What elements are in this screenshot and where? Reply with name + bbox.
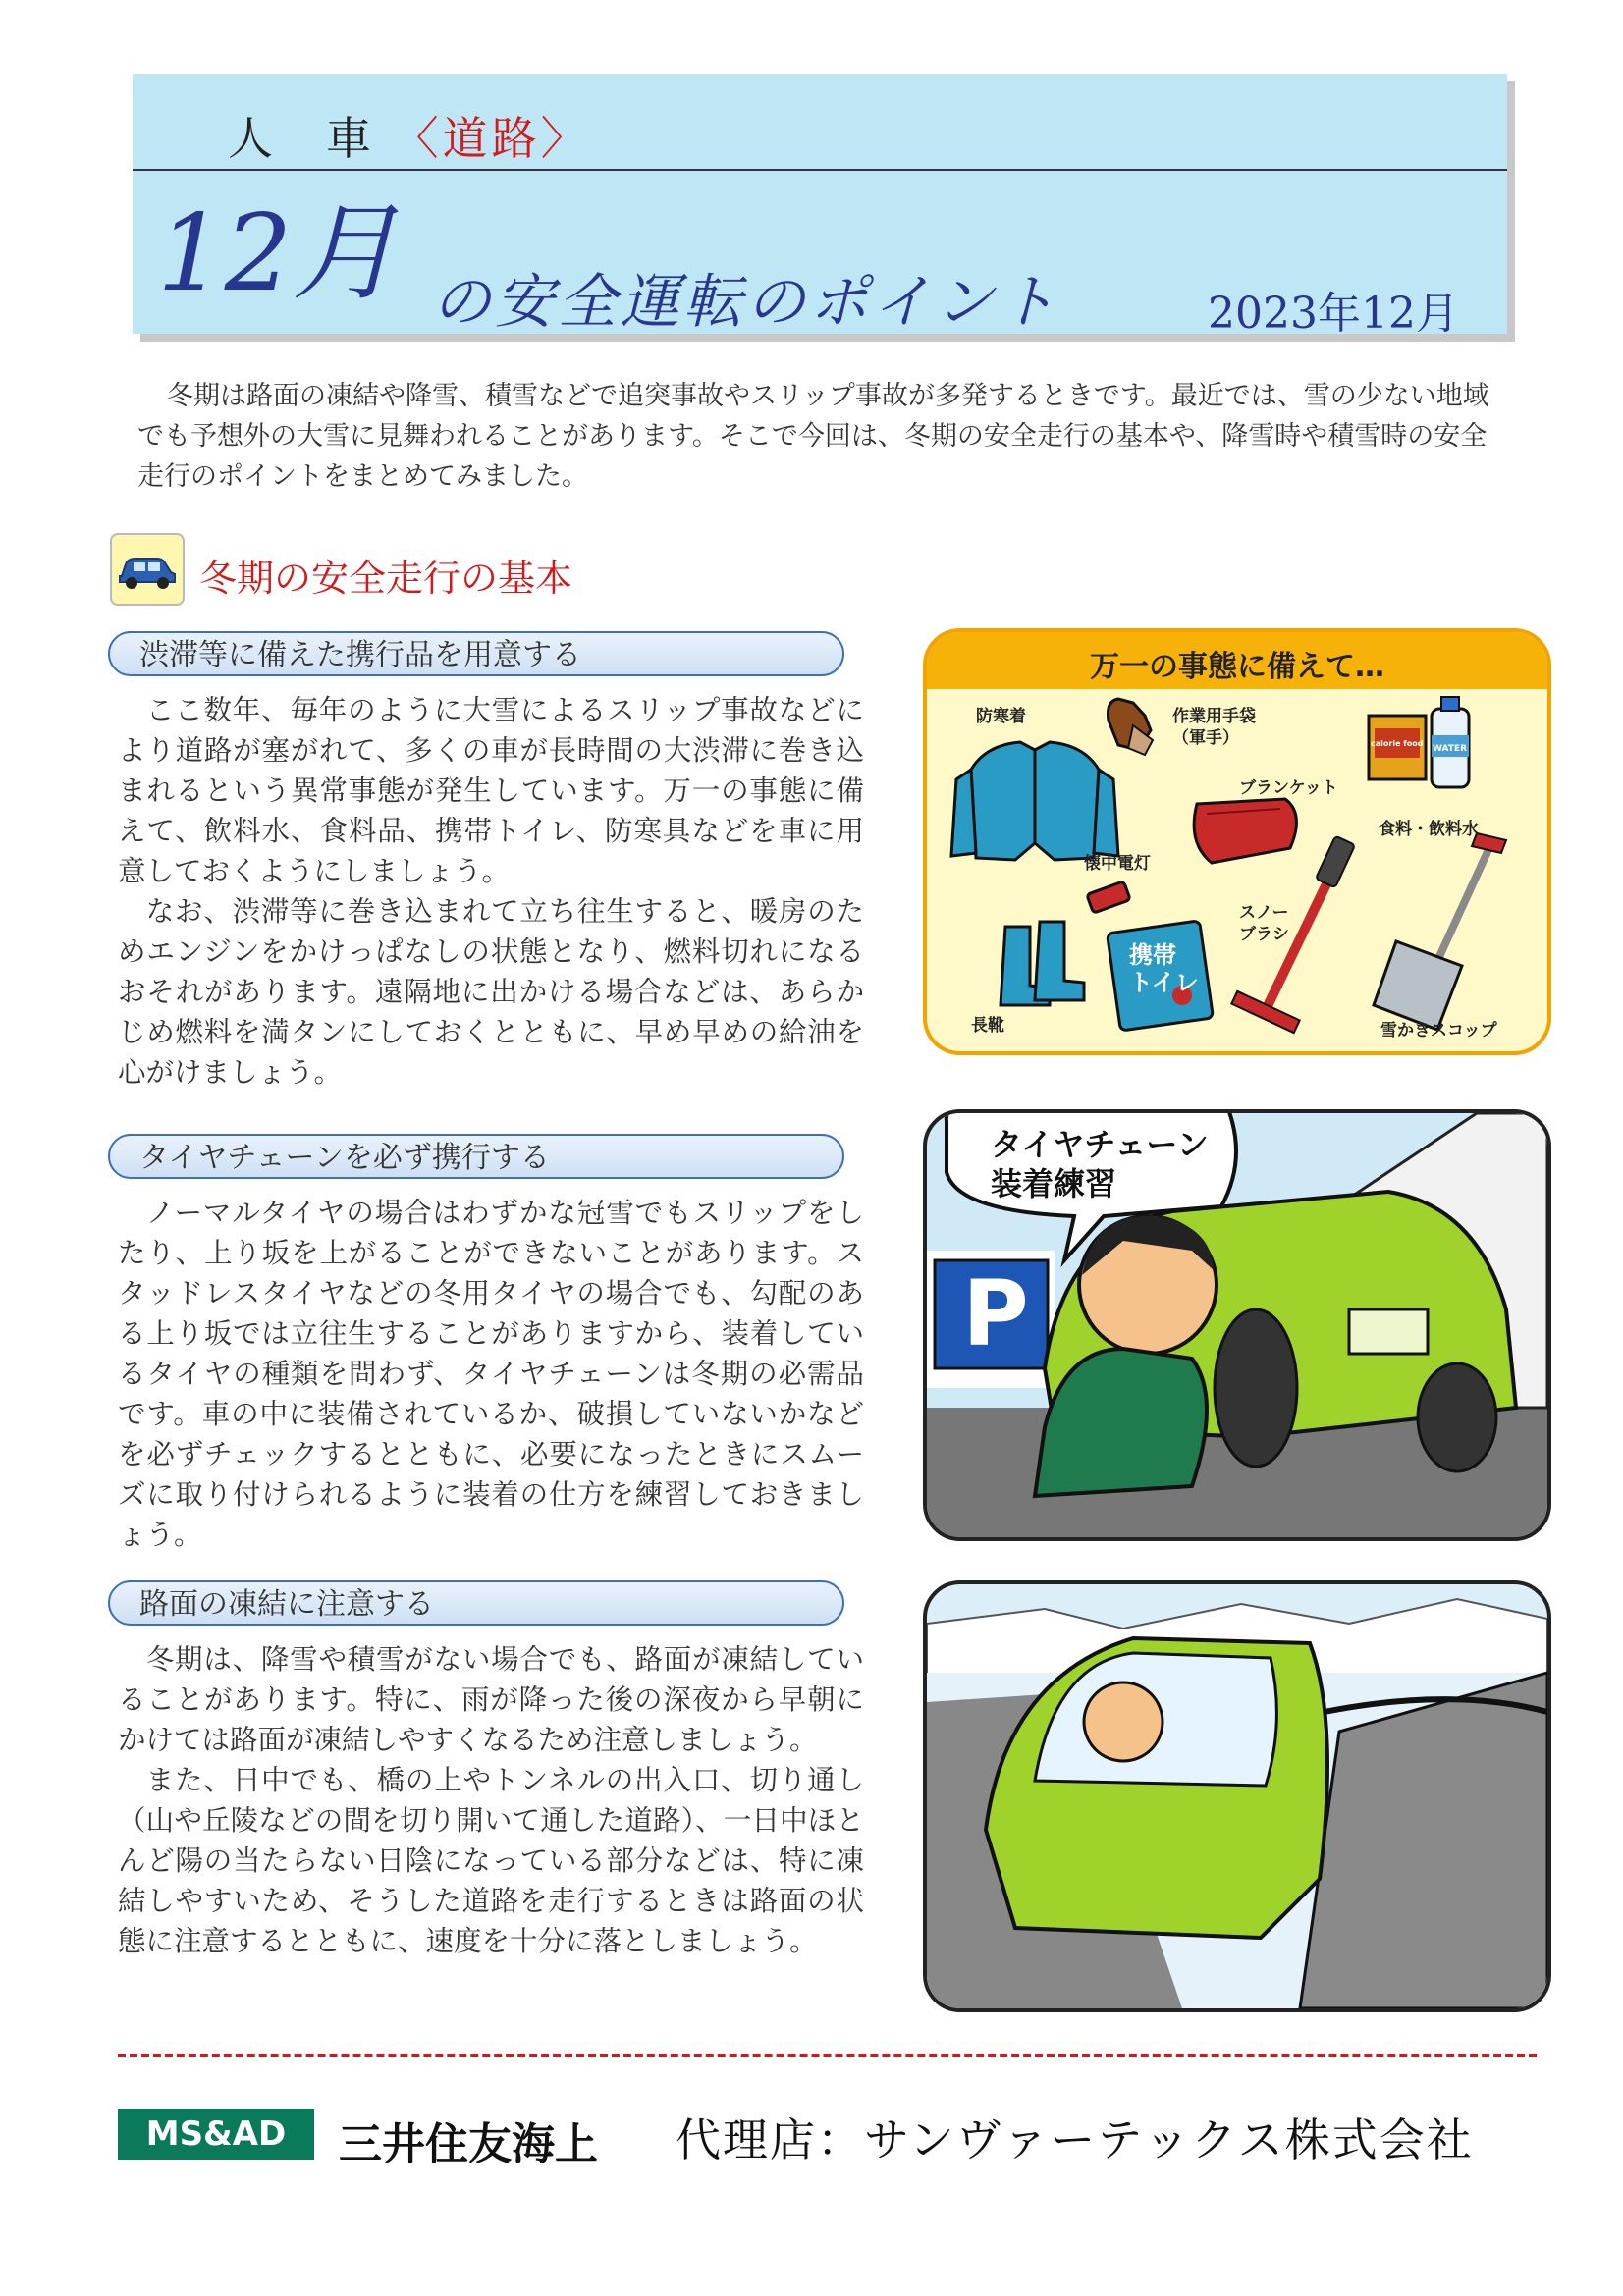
label-toilet-line1: 携帯: [1129, 941, 1176, 969]
paragraph: [118, 1639, 864, 1760]
label-snow-brush-line1: スノー: [1239, 903, 1289, 923]
paragraph-text: ここ数年、毎年のように大雪によるスリップ事故などにより道路が塞がれて、多くの車が長時間の大渋滞に巻き込まれるという異常事態が発生しています。万一の事態に備えて、飲料水、食料品、携帯トイレ、防寒具などを車に用意しておくようにしましょう。: [118, 694, 864, 887]
label-blanket: ブランケット: [1239, 778, 1338, 798]
topic-heading-supplies: 渋滞等に備えた携行品を用意する: [108, 631, 844, 676]
paragraph-text: ノーマルタイヤの場合はわずかな冠雪でもスリップをしたり、上り坂を上がることができないことがあります。スタッドレスタイヤなどの冬用タイヤの場合でも、勾配のある上り坂では立往生することがありますから、装着しているタイヤの種類を問わず、タイヤチェーンは冬期の必需品です。車の中に装備されているか、破損していないかなどを必ずチェックするとともに、必要になったときにスムーズに取り付けられるように装着の仕方を練習しておきましょう。: [118, 1197, 864, 1551]
topic-heading-chains: タイヤチェーンを必ず携行する: [108, 1134, 844, 1179]
parking-letter: P: [962, 1261, 1029, 1366]
blanket-icon: [1194, 799, 1296, 863]
boots-icon: [1001, 922, 1084, 1005]
label-snow-brush: [1239, 902, 1289, 945]
label-gloves-line2: （軍手）: [1172, 728, 1239, 748]
bubble-line1: タイヤチェーン: [991, 1126, 1209, 1163]
month-title: 12月: [157, 192, 399, 315]
paragraph-text: なお、渋滞等に巻き込まれて立ち往生すると、暖房のためエンジンをかけっぱなしの状態となり、燃料切れになるおそれがあります。遠隔地に出かける場合などは、あらかじめ燃料を満タンにしておくとともに、早め早めの給油を心がけましょう。: [118, 895, 864, 1089]
intro-text: 冬期は路面の凍結や降雪、積雪などで追突事故やスリップ事故が多発するときです。最近では、雪の少ない地域でも予想外の大雪に見舞われることがあります。そこで今回は、冬期の安全走行の基本や、降雪時や積雪時の安全走行のポイントをまとめてみました。: [137, 381, 1489, 492]
label-shovel: 雪かきスコップ: [1380, 1021, 1497, 1041]
section-title: 冬期の安全走行の基本: [199, 557, 573, 600]
footer-divider: [118, 2054, 1537, 2057]
msad-logo: MS&AD: [118, 2109, 314, 2160]
speech-bubble-text: [991, 1125, 1209, 1203]
paragraph: [118, 891, 864, 1093]
page-title: の安全運転のポイント: [432, 268, 1060, 337]
icy-bridge-illustration: [923, 1580, 1551, 2012]
label-food-box: calorie food: [1371, 739, 1424, 748]
car-icon: [110, 533, 185, 606]
label-jacket: 防寒着: [976, 707, 1026, 726]
series-label: [228, 103, 590, 168]
shovel-icon: [1374, 833, 1506, 1030]
topic-body-supplies: [118, 690, 864, 1093]
paragraph: [118, 1193, 864, 1555]
label-snow-brush-line2: ブラシ: [1239, 925, 1289, 944]
paragraph-text: また、日中でも、橋の上やトンネルの出入口、切り通し（山や丘陵などの間を切り開いて通した道路）、一日中ほとんど陽の当たらない日陰になっている部分などは、特に凍結しやすいため、そうした道路を走行するときは路面の状態に注意するとともに、速度を十分に落としましょう。: [118, 1764, 864, 1957]
topic-heading-ice: 路面の凍結に注意する: [108, 1580, 844, 1626]
label-toilet-line2: トイレ: [1129, 969, 1199, 996]
series-topic: 〈道路〉: [393, 112, 590, 165]
header-divider: [133, 169, 1507, 171]
label-gloves-line1: 作業用手袋: [1172, 707, 1256, 726]
panel-title: 万一の事態に備えて…: [1090, 650, 1384, 684]
label-water-bottle: WATER: [1433, 744, 1468, 754]
paragraph: [118, 690, 864, 891]
topic-body-chains: [118, 1193, 864, 1555]
bridge-scene: [927, 1584, 1547, 2008]
supplies-illustration: [927, 632, 1547, 1051]
bubble-line2: 装着練習: [991, 1165, 1117, 1202]
paragraph: [118, 1760, 864, 1961]
issue-date: 2023年12月: [1208, 289, 1459, 339]
series-name: 人 車: [228, 112, 375, 165]
gloves-icon: [1108, 699, 1153, 755]
label-food-water: 食料・飲料水: [1379, 820, 1479, 839]
label-toilet-kit: [1129, 941, 1199, 996]
label-flashlight: 懐中電灯: [1084, 854, 1151, 874]
label-boots: 長靴: [971, 1016, 1004, 1036]
label-gloves: [1172, 706, 1256, 749]
topic-body-ice: [118, 1639, 864, 1961]
paragraph-text: 冬期は、降雪や積雪がない場合でも、路面が凍結していることがあります。特に、雨が降った後の深夜から早朝にかけては路面が凍結しやすくなるため注意しましょう。: [118, 1643, 864, 1756]
insurer-name: 三井住友海上: [339, 2119, 598, 2169]
chain-practice-illustration: [923, 1109, 1551, 1541]
flashlight-icon: [1087, 881, 1130, 913]
emergency-supplies-panel: [923, 628, 1551, 1055]
jacket-icon: [951, 742, 1118, 860]
agency-name: 代理店：サンヴァーテックス株式会社: [676, 2113, 1474, 2166]
intro-paragraph: [137, 376, 1512, 497]
